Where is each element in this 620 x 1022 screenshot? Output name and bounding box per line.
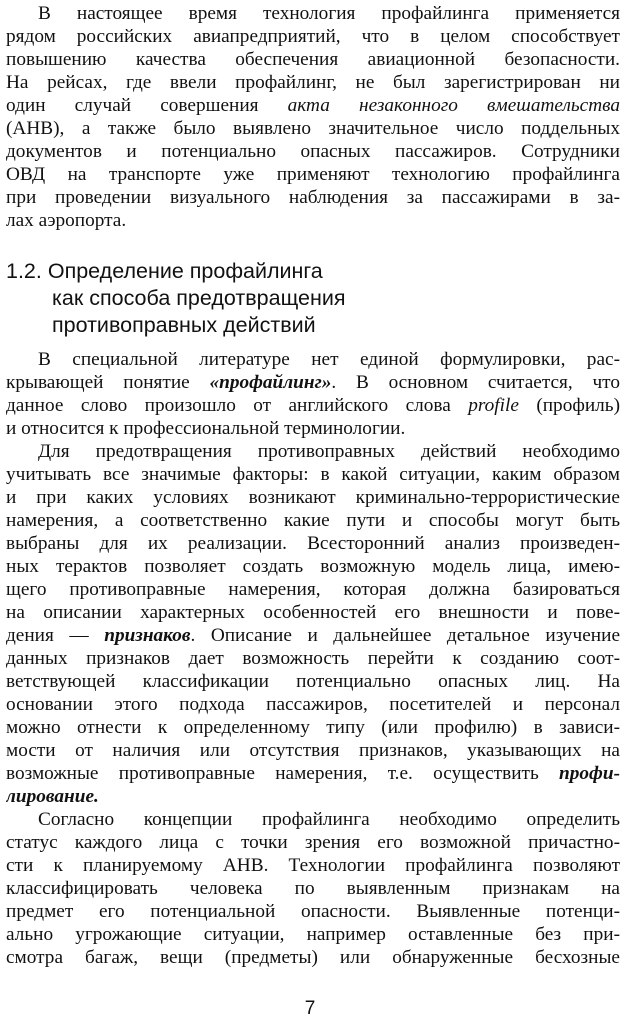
text-line: намерения, а соответственно какие пути и способы могут быть (6, 510, 620, 531)
text-line: Согласно концепции профайлинга необходимо определить (38, 809, 620, 830)
text-line: учитывать все значимые факторы: в какой ситуации, каким образом (6, 464, 620, 485)
text-line: ных терактов позволяет создать возможную модель лица, имею- (6, 556, 620, 577)
text-line: Для предотвращения противоправных действий необходимо (38, 441, 620, 462)
text-line: лах аэропорта. (6, 210, 127, 231)
text-line: и при каких условиях возникают криминально-террористические (6, 487, 620, 508)
section-number: 1.2. (6, 259, 42, 283)
page-number: 7 (304, 998, 316, 1019)
text-line: повышению качества обеспечения авиационной безопасности. (6, 49, 620, 70)
text-line: (АНВ), а также было выявлено значительное число поддельных (6, 118, 620, 139)
term-profiling: «профайлинг» (209, 372, 332, 393)
term-profile: profile (468, 395, 519, 416)
text-line: сти к планируемому АНВ. Технологии профайлинга позволяют (6, 855, 620, 876)
text-line: ально угрожающие ситуации, например оставленные без при- (6, 924, 620, 945)
text-line: на описании характерных особенностей его внешности и пове- (6, 602, 620, 623)
term-anv: акта незаконного вмешательства (287, 95, 620, 116)
text-line: мости от наличия или отсутствия признаков, указывающих на (6, 740, 620, 761)
heading-line: противоправных действий (52, 313, 316, 337)
text-line: и относится к профессиональной терминологии. (6, 418, 406, 439)
text-line: рядом российских авиапредприятий, что в целом способствует (6, 26, 620, 47)
heading-line: как способа предотвращения (52, 286, 346, 310)
text-line: основании этого подхода пассажиров, посетителей и персонал (6, 694, 620, 715)
text-line: дения — признаков. Описание и дальнейшее детальное изучение (6, 625, 620, 646)
text-line: возможные противоправные намерения, т.е. осуществить профи- (6, 763, 620, 784)
text-line: статус каждого лица с точки зрения его возможной причастно- (6, 832, 620, 853)
text-line: один случай совершения акта незаконного вмешательства (6, 95, 620, 116)
text-line: ОВД на транспорте уже применяют технологию профайлинга (6, 164, 620, 185)
term-profiling-act: профи- (559, 763, 620, 784)
term-signs: признаков (104, 625, 191, 646)
text-line: крывающей понятие «профайлинг». В основном считается, что (6, 372, 620, 393)
text-line: предмет его потенциальной опасности. Выявленные потенци- (6, 901, 620, 922)
text-line: На рейсах, где ввели профайлинг, не был зарегистрирован ни (6, 72, 620, 93)
text-line: документов и потенциально опасных пассажиров. Сотрудники (6, 141, 620, 162)
text-line: В специальной литературе нет единой формулировки, рас- (38, 349, 620, 370)
text-line: выбраны для их реализации. Всесторонний анализ произведен- (6, 533, 620, 554)
heading-line: 1.2. Определение профайлинга (6, 259, 323, 283)
text-line: данных признаков дает возможность перейти к созданию соот- (6, 648, 620, 669)
text-line: ветствующей классификации потенциально опасных лиц. На (6, 671, 620, 692)
text-line: классифицировать человека по выявленным признакам на (6, 878, 620, 899)
text-line: данное слово произошло от английского слова profile (профиль) (6, 395, 620, 416)
text-line: В настоящее время технология профайлинга применяется (38, 3, 620, 24)
text-line: смотра багаж, вещи (предметы) или обнаруженные бесхозные (6, 947, 620, 968)
text-line: щего противоправные намерения, которая должна базироваться (6, 579, 620, 600)
text-line: при проведении визуального наблюдения за пассажирами в за- (6, 187, 620, 208)
text-line: можно отнести к определенному типу (или профилю) в зависи- (6, 717, 620, 738)
term-profiling-act-end: лирование. (6, 786, 99, 807)
